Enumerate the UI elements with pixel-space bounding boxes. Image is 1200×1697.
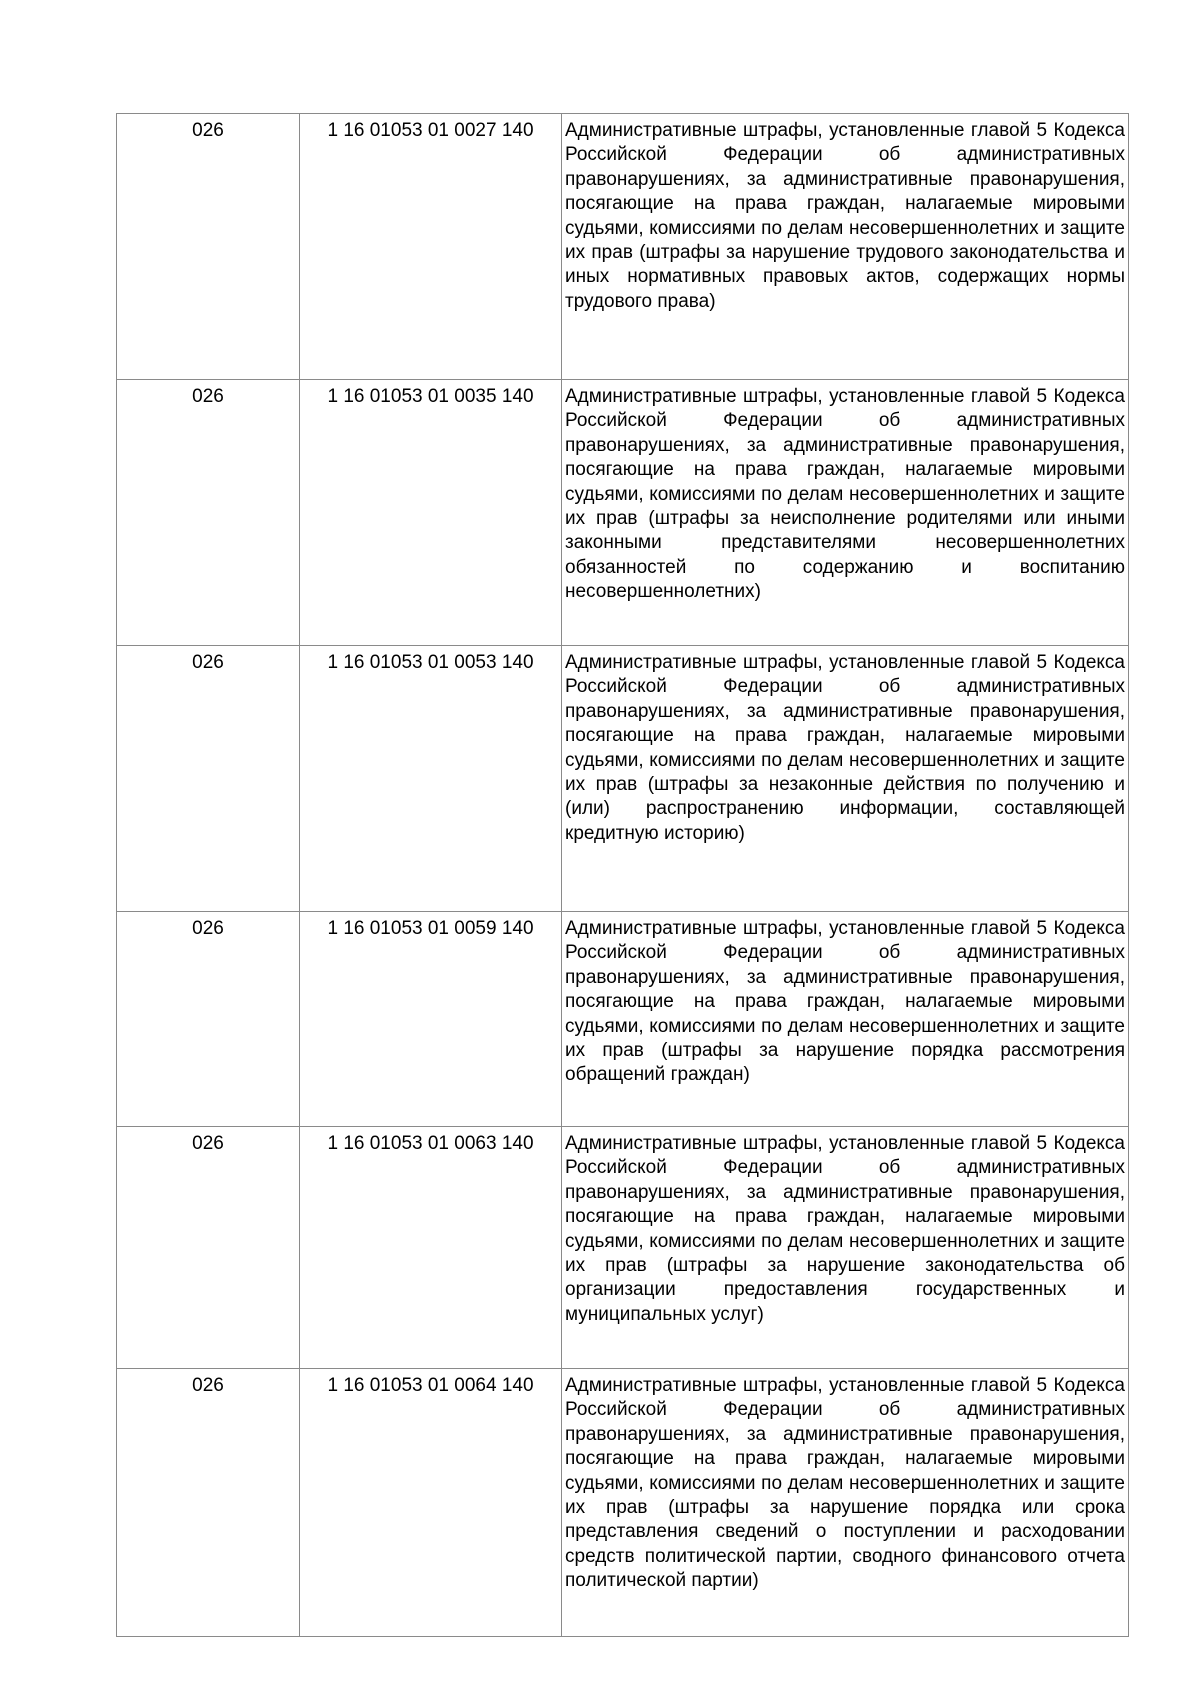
budget-code-cell: 1 16 01053 01 0059 140: [300, 912, 562, 1127]
budget-code-cell: 1 16 01053 01 0027 140: [300, 114, 562, 380]
table-row: [117, 114, 1129, 380]
revenue-description: Административные штрафы, установленные главой 5 Кодекса Российской Федерации об административных правонарушениях, за административные правонарушения, посягающие на права граждан, налагаемые мировыми судьями, комиссиями по делам несовершеннолетних и защите их прав (штрафы за нарушение трудового законодательства и иных нормативных правовых актов, содержащих нормы трудового права): [565, 120, 1125, 312]
revenue-name-cell: [562, 1369, 1129, 1637]
table-row: [117, 912, 1129, 1127]
table-row: [117, 646, 1129, 912]
revenue-description: Административные штрафы, установленные главой 5 Кодекса Российской Федерации об административных правонарушениях, за административные правонарушения, посягающие на права граждан, налагаемые мировыми судьями, комиссиями по делам несовершеннолетних и защите их прав (штрафы за нарушение порядка или срока представления сведений о поступлении и расходовании средств политической партии, сводного финансового отчета политической партии): [565, 1375, 1125, 1592]
admin-code-cell: 026: [117, 912, 300, 1127]
admin-code-cell: 026: [117, 1127, 300, 1369]
admin-code-cell: 026: [117, 646, 300, 912]
revenue-description: Административные штрафы, установленные главой 5 Кодекса Российской Федерации об административных правонарушениях, за административные правонарушения, посягающие на права граждан, налагаемые мировыми судьями, комиссиями по делам несовершеннолетних и защите их прав (штрафы за незаконные действия по получению и (или) распространению информации, составляющей кредитную историю): [565, 652, 1125, 844]
revenue-name-cell: [562, 380, 1129, 646]
table-row: [117, 1127, 1129, 1369]
budget-code-cell: 1 16 01053 01 0035 140: [300, 380, 562, 646]
revenue-name-cell: [562, 1127, 1129, 1369]
budget-code-cell: 1 16 01053 01 0064 140: [300, 1369, 562, 1637]
budget-classification-table: [116, 113, 1129, 1637]
revenue-name-cell: [562, 646, 1129, 912]
table-row: [117, 1369, 1129, 1637]
revenue-name-cell: [562, 114, 1129, 380]
revenue-description: Административные штрафы, установленные главой 5 Кодекса Российской Федерации об административных правонарушениях, за административные правонарушения, посягающие на права граждан, налагаемые мировыми судьями, комиссиями по делам несовершеннолетних и защите их прав (штрафы за нарушение порядка рассмотрения обращений граждан): [565, 918, 1125, 1086]
table-row: [117, 380, 1129, 646]
admin-code-cell: 026: [117, 380, 300, 646]
revenue-description: Административные штрафы, установленные главой 5 Кодекса Российской Федерации об административных правонарушениях, за административные правонарушения, посягающие на права граждан, налагаемые мировыми судьями, комиссиями по делам несовершеннолетних и защите их прав (штрафы за нарушение законодательства об организации предоставления государственных и муниципальных услуг): [565, 1133, 1125, 1325]
revenue-name-cell: [562, 912, 1129, 1127]
budget-code-cell: 1 16 01053 01 0053 140: [300, 646, 562, 912]
revenue-description: Административные штрафы, установленные главой 5 Кодекса Российской Федерации об административных правонарушениях, за административные правонарушения, посягающие на права граждан, налагаемые мировыми судьями, комиссиями по делам несовершеннолетних и защите их прав (штрафы за неисполнение родителями или иными законными представителями несовершеннолетних обязанностей по содержанию и воспитанию несовершеннолетних): [565, 386, 1125, 603]
admin-code-cell: 026: [117, 114, 300, 380]
admin-code-cell: 026: [117, 1369, 300, 1637]
budget-code-cell: 1 16 01053 01 0063 140: [300, 1127, 562, 1369]
